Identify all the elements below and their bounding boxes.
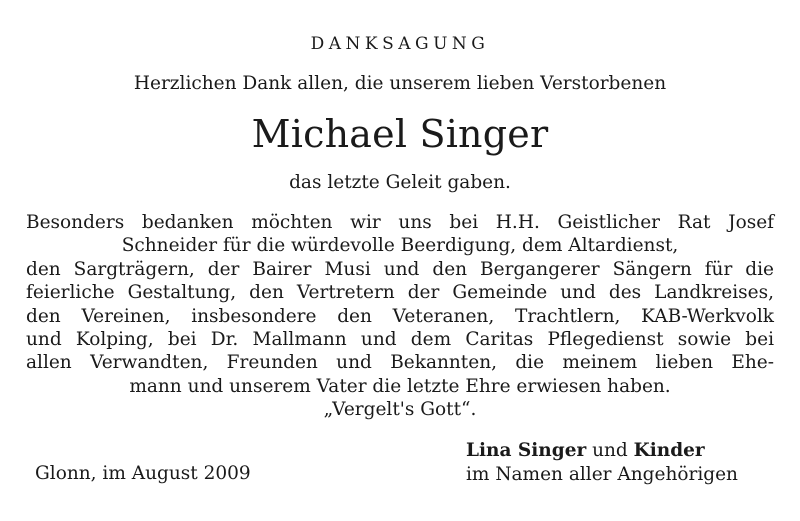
deceased-name: Michael Singer xyxy=(251,112,549,156)
signature-name: Lina Singer xyxy=(466,440,587,461)
intro-line: Herzlichen Dank allen, die unserem lieben Verstorbenen xyxy=(133,73,667,94)
thanks-body xyxy=(26,211,774,422)
place-date: Glonn, im August 2009 xyxy=(35,463,251,484)
intro-subline: das letzte Geleit gaben. xyxy=(289,172,511,193)
signature-block xyxy=(466,439,776,487)
body-line: und Kolping, bei Dr. Mallmann und dem Caritas Pflegedienst sowie bei xyxy=(26,329,774,351)
body-line: Besonders bedanken möchten wir uns bei H.H. Geistlicher Rat Josef xyxy=(26,212,774,233)
body-line: allen Verwandten, Freunden und Bekannten, die meinem lieben Ehe- xyxy=(26,352,774,374)
closing-phrase: „Vergelt's Gott“. xyxy=(323,399,477,421)
notice-heading: DANKSAGUNG xyxy=(310,34,490,54)
body-line: Schneider für die würdevolle Beerdigung, dem Altardienst, xyxy=(121,235,679,257)
body-line: den Vereinen, insbesondere den Veteranen, Trachtlern, KAB-Werkvolk xyxy=(26,305,774,327)
body-line: den Sargträgern, der Bairer Musi und den Bergangerer Sängern für die xyxy=(26,258,774,280)
signature-names xyxy=(466,439,776,463)
signature-connector: und xyxy=(586,440,634,461)
signature-children: Kinder xyxy=(633,440,705,461)
signature-on-behalf: im Namen aller Angehörigen xyxy=(466,464,738,485)
body-line: feierliche Gestaltung, den Vertretern der Gemeinde und des Landkreises, xyxy=(26,282,774,304)
body-line: mann und unserem Vater die letzte Ehre erwiesen haben. xyxy=(129,375,671,397)
